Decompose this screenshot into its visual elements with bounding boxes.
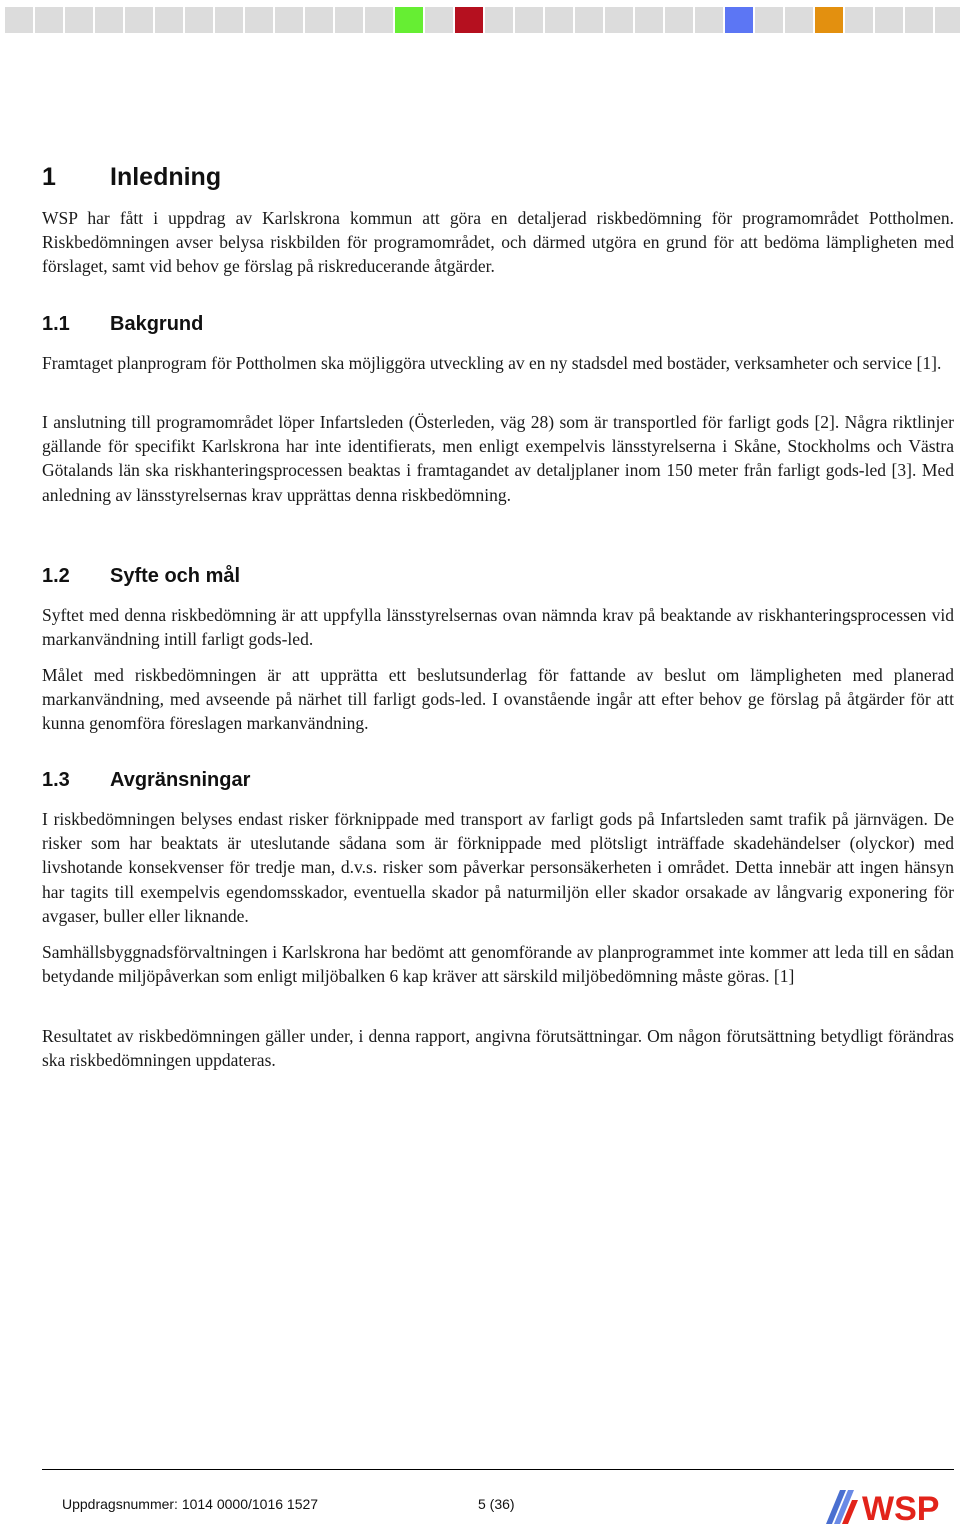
- logo-text: WSP: [862, 1490, 940, 1528]
- heading-section-1-1: [42, 313, 203, 336]
- color-square: [395, 7, 423, 33]
- color-square: [575, 7, 603, 33]
- heading-title: Syfte och mål: [110, 565, 241, 587]
- color-square: [515, 7, 543, 33]
- color-square: [5, 7, 33, 33]
- heading-number: 1.2: [42, 565, 70, 587]
- color-square: [185, 7, 213, 33]
- color-square: [425, 7, 453, 33]
- color-square: [485, 7, 513, 33]
- logo-mark-icon: [826, 1490, 858, 1524]
- heading-section-1: [42, 163, 221, 192]
- color-square: [875, 7, 903, 33]
- heading-title: Avgränsningar: [110, 769, 251, 791]
- paragraph: I riskbedömningen belyses endast risker förknippade med transport av farligt gods på Infartsleden samt trafik på järnvägen. De risker som har beaktats är uteslutande sådana som är förknippade med plötsligt inträffade skadehändelser (olyckor) med livshotande konsekvenser för tredje man, d.v.s. risker som påverkar personsäkerheten i området. Detta innebär att ingen hänsyn har tagits till exempelvis egendomsskador, eventuella skador på naturmiljön eller skador orsakade av långvarig exponering för avgaser, buller eller liknande.: [42, 809, 954, 926]
- color-square: [785, 7, 813, 33]
- color-square: [155, 7, 183, 33]
- heading-number: 1.1: [42, 313, 70, 335]
- color-square: [365, 7, 393, 33]
- paragraph: Syftet med denna riskbedömning är att uppfylla länsstyrelsernas ovan nämnda krav på beaktande av riskhanteringsprocessen vid markanvändning intill farligt gods-led.: [42, 605, 954, 650]
- paragraph: I anslutning till programområdet löper Infartsleden (Österleden, väg 28) som är transportled för farligt gods [2]. Några riktlinjer gällande för specifikt Karlskrona har inte identifierats, men enligt exempelvis länsstyrelserna i Skåne, Stockholms och Västra Götalands län ska riskhanteringsprocessen beaktas i framtagandet av detaljplaner inom 150 meter från farligt gods-led [3]. Med anledning av länsstyrelsernas krav upprättas denna riskbedömning.: [42, 412, 954, 505]
- color-square: [845, 7, 873, 33]
- paragraph: Framtaget planprogram för Pottholmen ska möjliggöra utveckling av en ny stadsdel med bostäder, verksamheter och service [1].: [42, 353, 942, 373]
- color-square: [755, 7, 783, 33]
- footer-rule: [42, 1469, 954, 1470]
- color-square: [215, 7, 243, 33]
- paragraph: Resultatet av riskbedömningen gäller under, i denna rapport, angivna förutsättningar. Om någon förutsättning betydligt förändras ska riskbedömningen uppdateras.: [42, 1026, 954, 1071]
- color-square: [935, 7, 960, 33]
- color-square: [725, 7, 753, 33]
- heading-title: Inledning: [110, 163, 222, 191]
- color-square: [275, 7, 303, 33]
- wsp-logo: [822, 1484, 954, 1528]
- paragraph: WSP har fått i uppdrag av Karlskrona kommun att göra en detaljerad riskbedömning för programområdet Pottholmen. Riskbedömningen avser belysa riskbilden för programområdet, och därmed utgöra en grund för att bedöma lämpligheten med förslaget, samt vid behov ge förslag på riskreducerande åtgärder.: [42, 208, 954, 277]
- paragraph: Samhällsbyggnadsförvaltningen i Karlskrona har bedömt att genomförande av planprogrammet inte kommer att leda till en sådan betydande miljöpåverkan som enligt miljöbalken 6 kap kräver att särskild miljöbedömning måste göras. [1]: [42, 942, 954, 987]
- color-square: [65, 7, 93, 33]
- heading-number: 1.3: [42, 769, 70, 791]
- paragraph: Målet med riskbedömningen är att upprätta ett beslutsunderlag för fattande av beslut om lämpligheten med planerad markanvändning, med avseende på närhet till farligt gods-led. I ovanstående ingår att efter behov ge förslag på åtgärder för att kunna genomföra föreslagen markanvändning.: [42, 665, 954, 734]
- color-square: [815, 7, 843, 33]
- color-square: [335, 7, 363, 33]
- color-square: [695, 7, 723, 33]
- color-square: [35, 7, 63, 33]
- footer-assignment-number: Uppdragsnummer: 1014 0000/1016 1527: [62, 1496, 319, 1512]
- color-square: [905, 7, 933, 33]
- color-square: [665, 7, 693, 33]
- color-square: [125, 7, 153, 33]
- top-color-bar: [0, 7, 960, 33]
- color-square: [95, 7, 123, 33]
- color-square: [455, 7, 483, 33]
- color-square: [245, 7, 273, 33]
- heading-section-1-2: [42, 565, 240, 588]
- footer-page-number: 5 (36): [478, 1496, 515, 1512]
- color-square: [635, 7, 663, 33]
- heading-number: 1: [42, 163, 56, 191]
- heading-section-1-3: [42, 769, 250, 792]
- color-square: [305, 7, 333, 33]
- color-square: [545, 7, 573, 33]
- heading-title: Bakgrund: [110, 313, 204, 335]
- color-square: [605, 7, 633, 33]
